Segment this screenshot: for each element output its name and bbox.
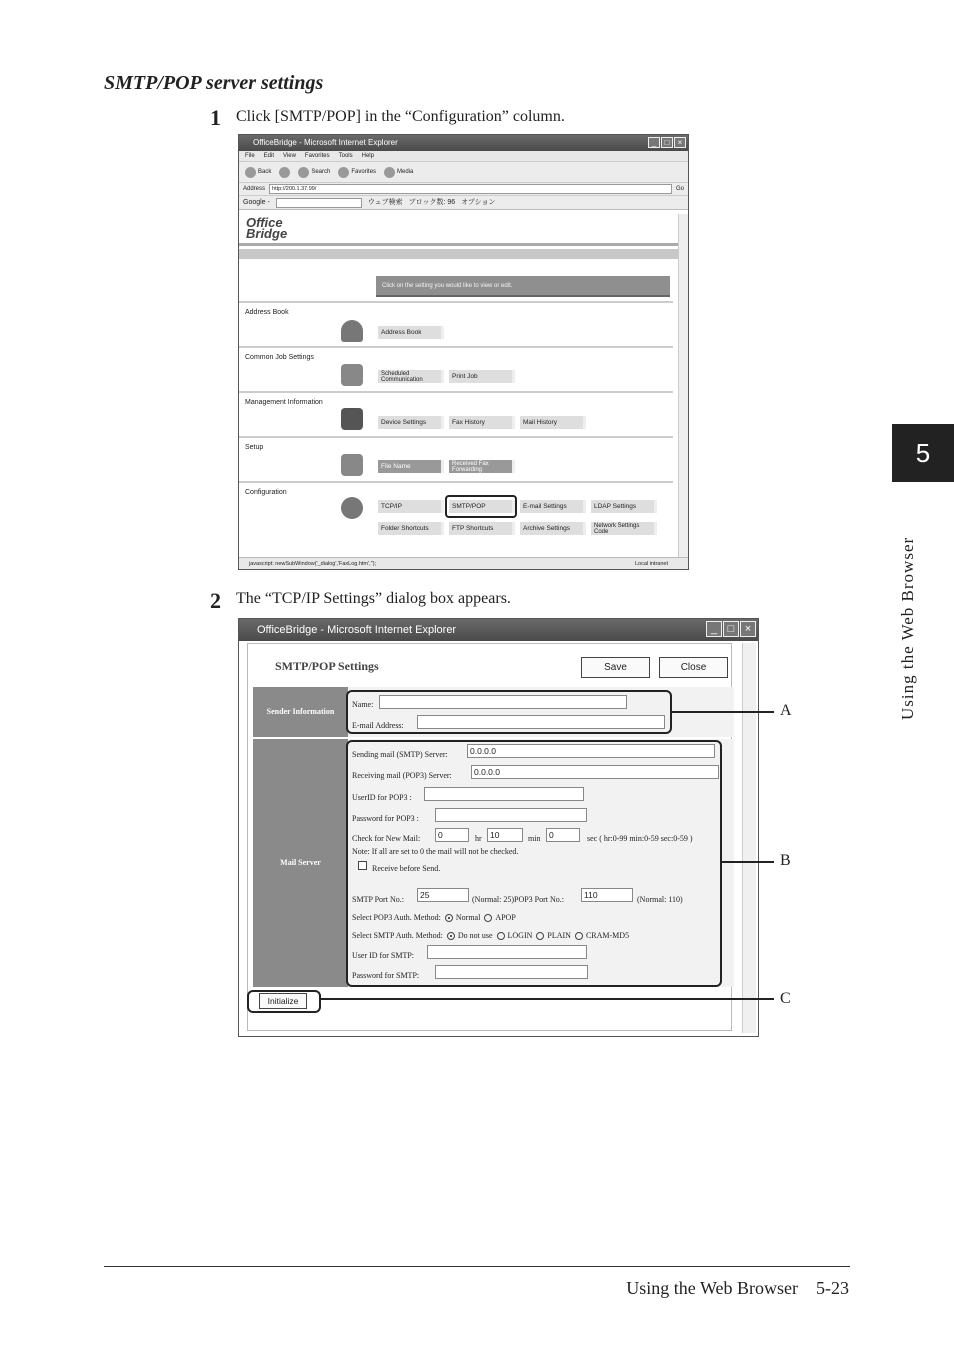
pop3-auth-apop-label: APOP <box>495 913 516 922</box>
smtp-port-hint: (Normal: 25)POP3 Port No.: <box>472 895 564 904</box>
callout-a-box <box>346 690 672 734</box>
search-icon <box>298 167 309 178</box>
sec-label: sec ( hr:0-99 min:0-59 sec:0-59 ) <box>587 834 693 843</box>
maximize-button[interactable]: □ <box>661 137 673 148</box>
google-options[interactable]: オプション <box>461 199 496 206</box>
browser-toolbar <box>239 162 688 183</box>
smtp-auth-crammd5-label: CRAM-MD5 <box>585 931 630 940</box>
step-text-2: The “TCP/IP Settings” dialog box appears. <box>236 590 511 607</box>
user-smtp-label: User ID for SMTP: <box>352 951 414 960</box>
google-web-search[interactable]: ウェブ検索 <box>367 199 403 206</box>
check-sec-input[interactable]: 0 <box>546 828 580 842</box>
print-job-button[interactable]: Print Job <box>449 370 515 383</box>
smtp-server-input[interactable]: 0.0.0.0 <box>467 744 715 758</box>
smtp-auth-none-label: Do not use <box>457 931 493 940</box>
page-content <box>239 214 679 558</box>
hr-label: hr <box>475 834 482 843</box>
menu-view[interactable]: View <box>283 153 296 159</box>
menu-tools[interactable]: Tools <box>338 153 353 159</box>
dialog-title: SMTP/POP Settings <box>275 659 379 673</box>
favorites-button[interactable]: Favorites <box>338 162 376 183</box>
status-bar <box>239 557 688 569</box>
network-settings-code-button[interactable]: Network Settings Code <box>591 522 657 535</box>
setup-icon <box>341 454 363 476</box>
note-text: Note: If all are set to 0 the mail will not be checked. <box>352 847 519 856</box>
menu-edit[interactable]: Edit <box>263 153 275 159</box>
forward-arrow-icon <box>279 167 290 178</box>
smtp-pop-dialog-screenshot <box>238 618 759 1037</box>
password-pop3-label: Password for POP3 : <box>352 814 419 823</box>
minimize-button[interactable]: _ <box>706 621 722 637</box>
address-book-button[interactable]: Address Book <box>378 326 444 339</box>
browser-screenshot-main <box>238 134 689 570</box>
save-button[interactable]: Save <box>581 657 650 678</box>
back-arrow-icon <box>245 167 256 178</box>
check-min-input[interactable]: 10 <box>487 828 523 842</box>
callout-a-label: A <box>780 702 792 719</box>
header-band <box>239 249 679 259</box>
vertical-scrollbar[interactable] <box>678 214 688 558</box>
forward-button[interactable] <box>279 167 290 178</box>
officebridge-logo: Office Bridge <box>246 215 288 241</box>
smtp-auth-label: Select SMTP Auth. Method: <box>352 931 443 940</box>
smtp-server-label: Sending mail (SMTP) Server: <box>352 750 448 759</box>
step-text-1: Click [SMTP/POP] in the “Configuration” column. <box>236 108 565 125</box>
vertical-scrollbar[interactable] <box>742 643 756 1033</box>
ftp-shortcuts-button[interactable]: FTP Shortcuts <box>449 522 515 535</box>
min-label: min <box>528 834 541 843</box>
star-icon <box>338 167 349 178</box>
smtp-auth-login-label: LOGIN <box>507 931 533 940</box>
google-search-input[interactable] <box>276 198 362 208</box>
mail-server-section: Mail Server <box>253 739 348 987</box>
userid-pop3-label: UserID for POP3 : <box>352 793 412 802</box>
window-title: OfficeBridge - Microsoft Internet Explorer <box>253 138 398 147</box>
section-title: SMTP/POP server settings <box>104 72 324 94</box>
close-window-button[interactable]: × <box>740 621 756 637</box>
status-zone: Local intranet <box>634 561 668 567</box>
media-button[interactable]: Media <box>384 162 413 183</box>
pop3-server-input[interactable]: 0.0.0.0 <box>471 765 719 779</box>
callout-b-box <box>346 740 722 987</box>
address-label: Address <box>243 186 266 192</box>
folder-shortcuts-button[interactable]: Folder Shortcuts <box>378 522 444 535</box>
google-label: Google - <box>243 199 270 206</box>
fax-history-button[interactable]: Fax History <box>449 416 515 429</box>
google-block-count[interactable]: ブロック数: 96 <box>408 199 456 206</box>
smtp-port-input[interactable]: 25 <box>417 888 469 902</box>
address-input[interactable]: http://200.1.37.99/ <box>269 184 672 194</box>
pop3-port-input[interactable]: 110 <box>581 888 633 902</box>
side-chapter-label: Using the Web Browser <box>898 536 917 720</box>
dialog-window-title: OfficeBridge - Microsoft Internet Explorer <box>257 624 457 636</box>
minimize-button[interactable]: _ <box>648 137 660 148</box>
step-number-1: 1 <box>210 105 221 130</box>
google-toolbar <box>239 196 688 210</box>
callout-b-label: B <box>780 852 791 869</box>
person-icon <box>341 320 363 342</box>
pop3-auth-label: Select POP3 Auth. Method: <box>352 913 441 922</box>
email-settings-button[interactable]: E-mail Settings <box>520 500 586 513</box>
callout-c-box <box>247 990 321 1013</box>
window-titlebar <box>239 135 688 151</box>
media-icon <box>384 167 395 178</box>
initialize-button[interactable]: Initialize <box>259 993 307 1009</box>
received-fax-forwarding-button[interactable]: Received Fax Forwarding <box>449 460 515 473</box>
menu-bar <box>239 151 688 162</box>
check-mail-label: Check for New Mail: <box>352 834 421 843</box>
footer-rule <box>104 1266 850 1267</box>
pop3-server-label: Receiving mail (POP3) Server: <box>352 771 452 780</box>
sender-info-section: Sender Information <box>253 687 348 737</box>
footer-title: Using the Web Browser <box>626 1278 798 1298</box>
chapter-tab: 5 <box>892 424 954 482</box>
row-address-book <box>239 301 673 346</box>
page-number: 5-23 <box>816 1278 849 1298</box>
archive-settings-button[interactable]: Archive Settings <box>520 522 586 535</box>
row-label: Common Job Settings <box>245 354 314 361</box>
row-label: Management Information <box>245 399 323 406</box>
tcp-ip-button[interactable]: TCP/IP <box>378 500 444 513</box>
smtp-pop-button[interactable]: SMTP/POP <box>449 500 515 513</box>
callout-b-line <box>721 861 774 863</box>
menu-help[interactable]: Help <box>361 153 374 159</box>
row-setup <box>239 436 673 481</box>
footer <box>626 1278 849 1299</box>
name-label: Name: <box>352 700 374 709</box>
row-common-job <box>239 346 673 391</box>
row-label: Setup <box>245 444 264 451</box>
email-label: E-mail Address: <box>352 721 404 730</box>
password-smtp-label: Password for SMTP: <box>352 971 420 980</box>
smtp-pop-highlight <box>445 495 517 518</box>
callout-c-label: C <box>780 990 791 1007</box>
maximize-button[interactable]: □ <box>723 621 739 637</box>
address-bar <box>239 183 688 196</box>
menu-file[interactable]: File <box>245 153 255 159</box>
globe-icon <box>341 497 363 519</box>
menu-favorites[interactable]: Favorites <box>304 153 330 159</box>
mail-history-button[interactable]: Mail History <box>520 416 586 429</box>
header-divider <box>239 243 679 246</box>
status-text: javascript: newSubWindow('_dialog','FaxLog.htm',''); <box>249 561 377 567</box>
row-label: Address Book <box>245 309 289 316</box>
receive-before-send-label: Receive before Send. <box>372 864 441 873</box>
smtp-port-label: SMTP Port No.: <box>352 895 404 904</box>
check-hr-input[interactable]: 0 <box>435 828 469 842</box>
callout-a-line <box>671 711 774 713</box>
scheduled-communication-button[interactable]: Scheduled Communication <box>378 370 444 383</box>
job-icon <box>341 364 363 386</box>
close-button[interactable]: Close <box>659 657 728 678</box>
row-management-information <box>239 391 673 436</box>
pop3-port-hint: (Normal: 110) <box>637 895 683 904</box>
row-configuration <box>239 481 673 547</box>
device-settings-button[interactable]: Device Settings <box>378 416 444 429</box>
close-window-button[interactable]: × <box>674 137 686 148</box>
search-button[interactable]: Search <box>298 162 330 183</box>
step-number-2: 2 <box>210 588 221 613</box>
go-button[interactable]: Go <box>675 186 684 192</box>
callout-c-line <box>320 998 774 1000</box>
info-icon <box>341 408 363 430</box>
ldap-settings-button[interactable]: LDAP Settings <box>591 500 657 513</box>
file-name-button[interactable]: File Name <box>378 460 444 473</box>
smtp-auth-plain-label: PLAIN <box>547 931 571 940</box>
dialog-titlebar <box>239 619 758 641</box>
hint-banner: Click on the setting you would like to view or edit. <box>376 276 670 297</box>
back-button[interactable]: Back <box>245 162 271 183</box>
pop3-auth-normal-label: Normal <box>455 913 481 922</box>
row-label: Configuration <box>245 489 287 496</box>
